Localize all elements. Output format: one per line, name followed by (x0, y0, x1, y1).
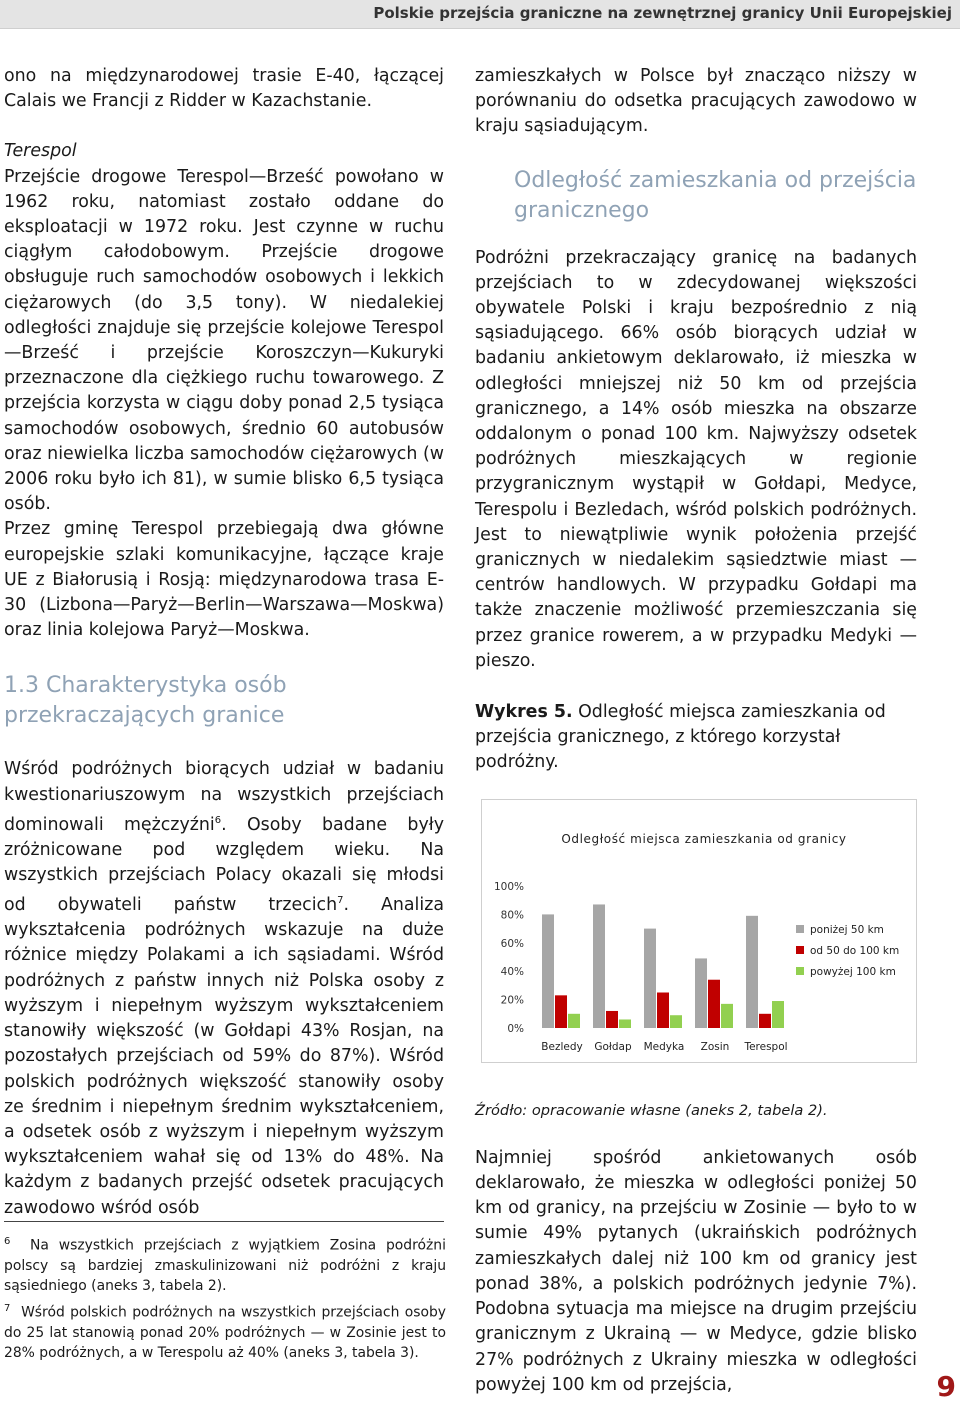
running-header-title: Polskie przejścia graniczne na zewnętrznej granicy Unii Europejskiej (373, 4, 952, 22)
footnote-divider (4, 1221, 444, 1222)
legend-swatch (796, 925, 804, 933)
bar-bezledy-series-1 (542, 914, 554, 1028)
running-header (0, 0, 960, 29)
footnote-number: 6 (4, 1236, 11, 1247)
travellers-text-c: . Analiza wykształcenia podróżnych wskazuje na duże różnice między Polakami a ich sąsiadami. Wśród podróżnych z państw innych niż Polska osoby z wyższym i niepełnym wyższym wykształceniem stanowiły większość (w Gołdapi 43% Rosjan, na pozostałych przejściach od 59% do 87%). Wśród polskich podróżnych większość stanowiły osoby ze średnim i niepełnym średnim wykształceniem, a odsetek osób z wyższym i niepełnym wyższym wykształceniem wahał się od 13% do 48%. Na każdym z badanych przejść odsetek pracujących zawodowo wśród osób (4, 895, 444, 1218)
x-tick-label: Bezledy (541, 1040, 583, 1053)
bar-zosin-series-3 (721, 1004, 733, 1028)
left-column (4, 64, 444, 1221)
bar-bezledy-series-2 (555, 995, 567, 1028)
x-tick-label: Medyka (643, 1040, 685, 1053)
travellers-paragraph (4, 757, 444, 1220)
legend-swatch (796, 946, 804, 954)
right-column (475, 64, 917, 1398)
travellers-text-a: Wśród podróżnych biorących udział w badaniu kwestionariuszowym na wszystkich przejściach dominowali mężczyźni (4, 759, 444, 835)
right-paragraph-3: Najmniej spośród ankietowanych osób deklarowało, że mieszka w odległości poniżej 50 km od granicy, na przejściu w Zosinie — było to w sumie 49% pytanych (ukraińskich podróżnych zamieszkałych dalej niż 100 km od granicy jest ponad 38%, a polskich podróżnych jedynie 7%). Podobna sytuacja ma miejsce na drugim przejściu granicznym z Ukrainą — w Medyce, gdzie blisko 27% podróżnych z Ukrainy mieszka w odległości powyżej 100 km od przejścia, (475, 1147, 917, 1395)
y-tick-label: 40% (500, 965, 524, 978)
bar-gołdap-series-3 (619, 1019, 631, 1028)
chart-caption-label: Wykres 5. (475, 702, 573, 723)
bar-medyka-series-1 (644, 928, 656, 1027)
chart-title: Odległość miejsca zamieszkania od granicy (561, 831, 847, 846)
footnote-text: Wśród polskich podróżnych na wszystkich przejściach osoby do 25 lat stanowią ponad 20% podróżnych — w Zosinie jest to 28% podróżnych, a w Terespolu aż 40% (aneks 3, tabela 3). (4, 1304, 446, 1362)
y-tick-label: 20% (500, 994, 524, 1007)
section-heading-1-3: 1.3 Charakterystyka osób przekraczających granice (4, 673, 287, 729)
y-tick-label: 0% (507, 1022, 524, 1035)
x-tick-label: Gołdap (594, 1040, 632, 1053)
terespol-paragraph-2: Przez gminę Terespol przebiegają dwa główne europejskie szlaki komunikacyjne, łączące kraje UE z Białorusią i Rosją: międzynarodowa trasa E-30 (Lizbona—Paryż—Berlin—Warszawa—Moskwa) oraz linia kolejowa Paryż—Moskwa. (4, 519, 444, 641)
terespol-subheading: Terespol (4, 141, 77, 162)
x-tick-label: Terespol (744, 1040, 788, 1053)
y-tick-label: 100% (493, 880, 524, 893)
legend-label: od 50 do 100 km (810, 944, 900, 957)
bar-zosin-series-2 (708, 979, 720, 1027)
bar-terespol-series-3 (772, 1001, 784, 1028)
footnote-ref-7[interactable]: 7 (337, 895, 344, 907)
chart-caption-text: Odległość miejsca zamieszkania od przejścia granicznego, z którego korzystał podróżny. (475, 702, 886, 773)
footnote-number: 7 (4, 1303, 11, 1315)
bar-bezledy-series-3 (568, 1013, 580, 1027)
chart-caption (475, 700, 917, 776)
chart-source: Źródło: opracowanie własne (aneks 2, tabela 2). (475, 1101, 828, 1119)
left-paragraph-1: ono na międzynarodowej trasie E-40, łączącej Calais we Francji z Ridder w Kazachstanie. (4, 66, 444, 112)
y-tick-label: 60% (500, 937, 524, 950)
legend-swatch (796, 967, 804, 975)
chart-svg (482, 800, 916, 1062)
y-tick-label: 80% (500, 909, 524, 922)
legend-label: poniżej 50 km (810, 923, 884, 936)
bar-terespol-series-2 (759, 1013, 771, 1027)
page-number: 9 (936, 1370, 956, 1403)
bar-gołdap-series-2 (606, 1011, 618, 1028)
footnote-text: Na wszystkich przejściach z wyjątkiem Zosina podróżni polscy są bardziej zmaskulinizowani niż podróżni z kraju sąsiedniego (aneks 3, tabela 2). (4, 1237, 446, 1295)
footnote-7 (4, 1299, 446, 1363)
bar-medyka-series-3 (670, 1015, 682, 1028)
x-tick-label: Zosin (700, 1040, 730, 1053)
legend-label: powyżej 100 km (810, 965, 896, 978)
footnote-ref-6[interactable]: 6 (214, 814, 222, 826)
section-heading-distance: Odległość zamieszkania od przejścia granicznego (514, 167, 917, 223)
bar-gołdap-series-1 (593, 904, 605, 1028)
travellers-text-b: . Osoby badane były zróżnicowane pod względem wieku. Na wszystkich przejściach Polacy okazali się młodsi od obywateli państw trzecich (4, 814, 444, 916)
footnote-6 (4, 1232, 446, 1296)
bar-zosin-series-1 (695, 958, 707, 1028)
chart-distance (481, 799, 917, 1063)
footnotes (4, 1221, 446, 1363)
right-paragraph-1: zamieszkałych w Polsce był znacząco niższy w porównaniu do odsetka pracujących zawodowo w kraju sąsiadującym. (475, 66, 917, 137)
terespol-paragraph: Przejście drogowe Terespol—Brześć powołano w 1962 roku, natomiast zostało oddane do eksploatacji w 1972 roku. Jest czynne w ruchu ciągłym całodobowym. Przejście drogowe obsługuje ruch samochodów osobowych i lekkich ciężarowych (do 3,5 tony). W niedalekiej odległości znajduje się przejście kolejowe Terespol—Brześć i przejście Koroszczyn—Kukuryki przeznaczone dla ciężkiego ruchu towarowego. Z przejścia korzysta w ciągu doby ponad 2,5 tysiąca samochodów osobowych, średnio 60 autobusów oraz niewielka liczba samochodów ciężarowych (w 2006 roku było ich 81), w sumie blisko 6,5 tysiąca osób. (4, 166, 444, 515)
bar-terespol-series-1 (746, 915, 758, 1027)
bar-medyka-series-2 (657, 992, 669, 1028)
distance-paragraph: Podróżni przekraczający granicę na badanych przejściach to w zdecydowanej większości obywatele Polski i kraju bezpośrednio z nią sąsiadującego. 66% osób biorących udział w badaniu ankietowym deklarowało, iż mieszka w odległości mniejszej niż 50 km od przejścia granicznego, a 14% osób mieszka na obszarze oddalonym o ponad 100 km. Najwyższy odsetek podróżnych mieszkających w regionie przygranicznym wystąpił w Gołdapi, Medyce, Terespolu i Bezledach, wśród polskich podróżnych. Jest to niewątpliwie wynik położenia przejść granicznych w niedalekim sąsiedztwie miast — centrów handlowych. W przypadku Gołdapi ma także znaczenie możliwość przemieszczania się przez granice rowerem, a w przypadku Medyki — pieszo. (475, 247, 917, 671)
